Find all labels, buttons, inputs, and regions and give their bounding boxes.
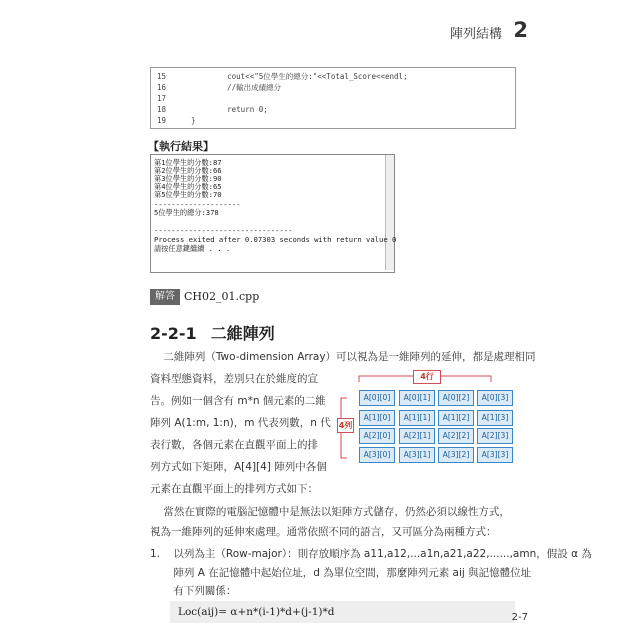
matrix-cell: A[0][1] (399, 390, 435, 406)
run-result-label: 【執行結果】 (148, 140, 214, 153)
matrix-cell: A[1][1] (399, 410, 435, 426)
matrix-cell: A[1][2] (438, 410, 474, 426)
solution-badge: 解答 (150, 289, 180, 305)
matrix-cell: A[3][2] (438, 447, 474, 463)
console-line: 第3位學生的分數:90 (154, 174, 222, 183)
console-scrollbar[interactable] (385, 155, 394, 270)
list-item-line: 有下列關係： (150, 585, 237, 597)
console-line: 第2位學生的分數:66 (154, 166, 222, 175)
page-number: 2-7 (511, 612, 528, 623)
paragraph-line: 當然在實際的電腦記憶體中是無法以矩陣方式儲存，仍然必須以線性方式， (150, 506, 510, 518)
matrix-cell: A[0][0] (359, 390, 395, 406)
paragraph-line: 告。例如一個含有 m*n 個元素的二維 (150, 395, 326, 407)
matrix-cell: A[3][0] (359, 447, 395, 463)
matrix-cell: A[1][0] (359, 410, 395, 426)
matrix-cell: A[2][2] (438, 428, 474, 444)
matrix-cell: A[0][2] (438, 390, 474, 406)
matrix-cell: A[2][1] (399, 428, 435, 444)
list-item-line: 1. 以列為主（Row-major）：則存放順序為 a11,a12,...a1n,a21,a22,......,amn，假設 α 為 (150, 548, 592, 560)
paragraph-line: 資料型態資料，差別只在於維度的宣 (150, 373, 318, 385)
paragraph-line: 視為一維陣列的延伸來處理。通常依照不同的語言，又可區分為兩種方式： (150, 526, 497, 538)
paragraph-line: 表行數，各個元素在直觀平面上的排 (150, 439, 318, 451)
console-window (150, 154, 395, 273)
console-line: 請按任意鍵繼續 . . . (154, 244, 231, 253)
paragraph-line: 二維陣列（Two-dimension Array）可以視為是一維陣列的延伸，都是處理相同 (150, 351, 536, 363)
matrix-cell: A[2][0] (359, 428, 395, 444)
paragraph-line: 元素在直觀平面上的排列方式如下： (150, 483, 318, 495)
section-heading (150, 321, 275, 344)
code-listing (150, 67, 516, 129)
console-line: 第1位學生的分數:87 (154, 158, 222, 167)
section-title: 二維陣列 (210, 324, 275, 343)
code-line: 17 (157, 94, 167, 103)
chapter-number: 2 (513, 18, 528, 42)
paragraph-line: 列方式如下矩陣，A[4][4] 陣列中各個 (150, 461, 327, 473)
console-line: -------------------------------- (154, 226, 293, 235)
code-line: 15 cout<<"5位學生的總分:"<<Total_Score<<endl; (157, 72, 408, 81)
console-line: 第4位學生的分數:65 (154, 182, 222, 191)
console-line: Process exited after 0.07303 seconds with return value 0 (154, 235, 397, 244)
solution-filename: CH02_01.cpp (184, 290, 260, 303)
header-title: 陣列結構 (449, 26, 502, 42)
formula-box: Loc(aij)= α+n*(i-1)*d+(j-1)*d (170, 601, 515, 623)
code-line: 18 return 0; (157, 105, 268, 114)
code-line: 16 //輸出成績總分 (157, 83, 282, 92)
console-line: -------------------- (154, 200, 241, 209)
console-line: 5位學生的總分:378 (154, 208, 219, 217)
matrix-cell: A[0][3] (477, 390, 513, 406)
row-count-label: 4列 (337, 418, 354, 433)
matrix-cell: A[3][1] (399, 447, 435, 463)
matrix-cell: A[2][3] (477, 428, 513, 444)
matrix-figure (337, 372, 515, 464)
matrix-cell: A[3][3] (477, 447, 513, 463)
paragraph-line: 陣列 A(1:m, 1:n)，m 代表列數，n 代 (150, 417, 331, 429)
column-count-label: 4行 (413, 370, 441, 384)
console-line: 第5位學生的分數:70 (154, 190, 222, 199)
matrix-cell: A[1][3] (477, 410, 513, 426)
code-line: 19 } (157, 116, 196, 125)
section-number: 2-2-1 (150, 324, 197, 343)
list-item-line: 陣列 A 在記憶體中起始位址，d 為單位空間，那麼陣列元素 aij 與記憶體位址 (150, 567, 532, 579)
